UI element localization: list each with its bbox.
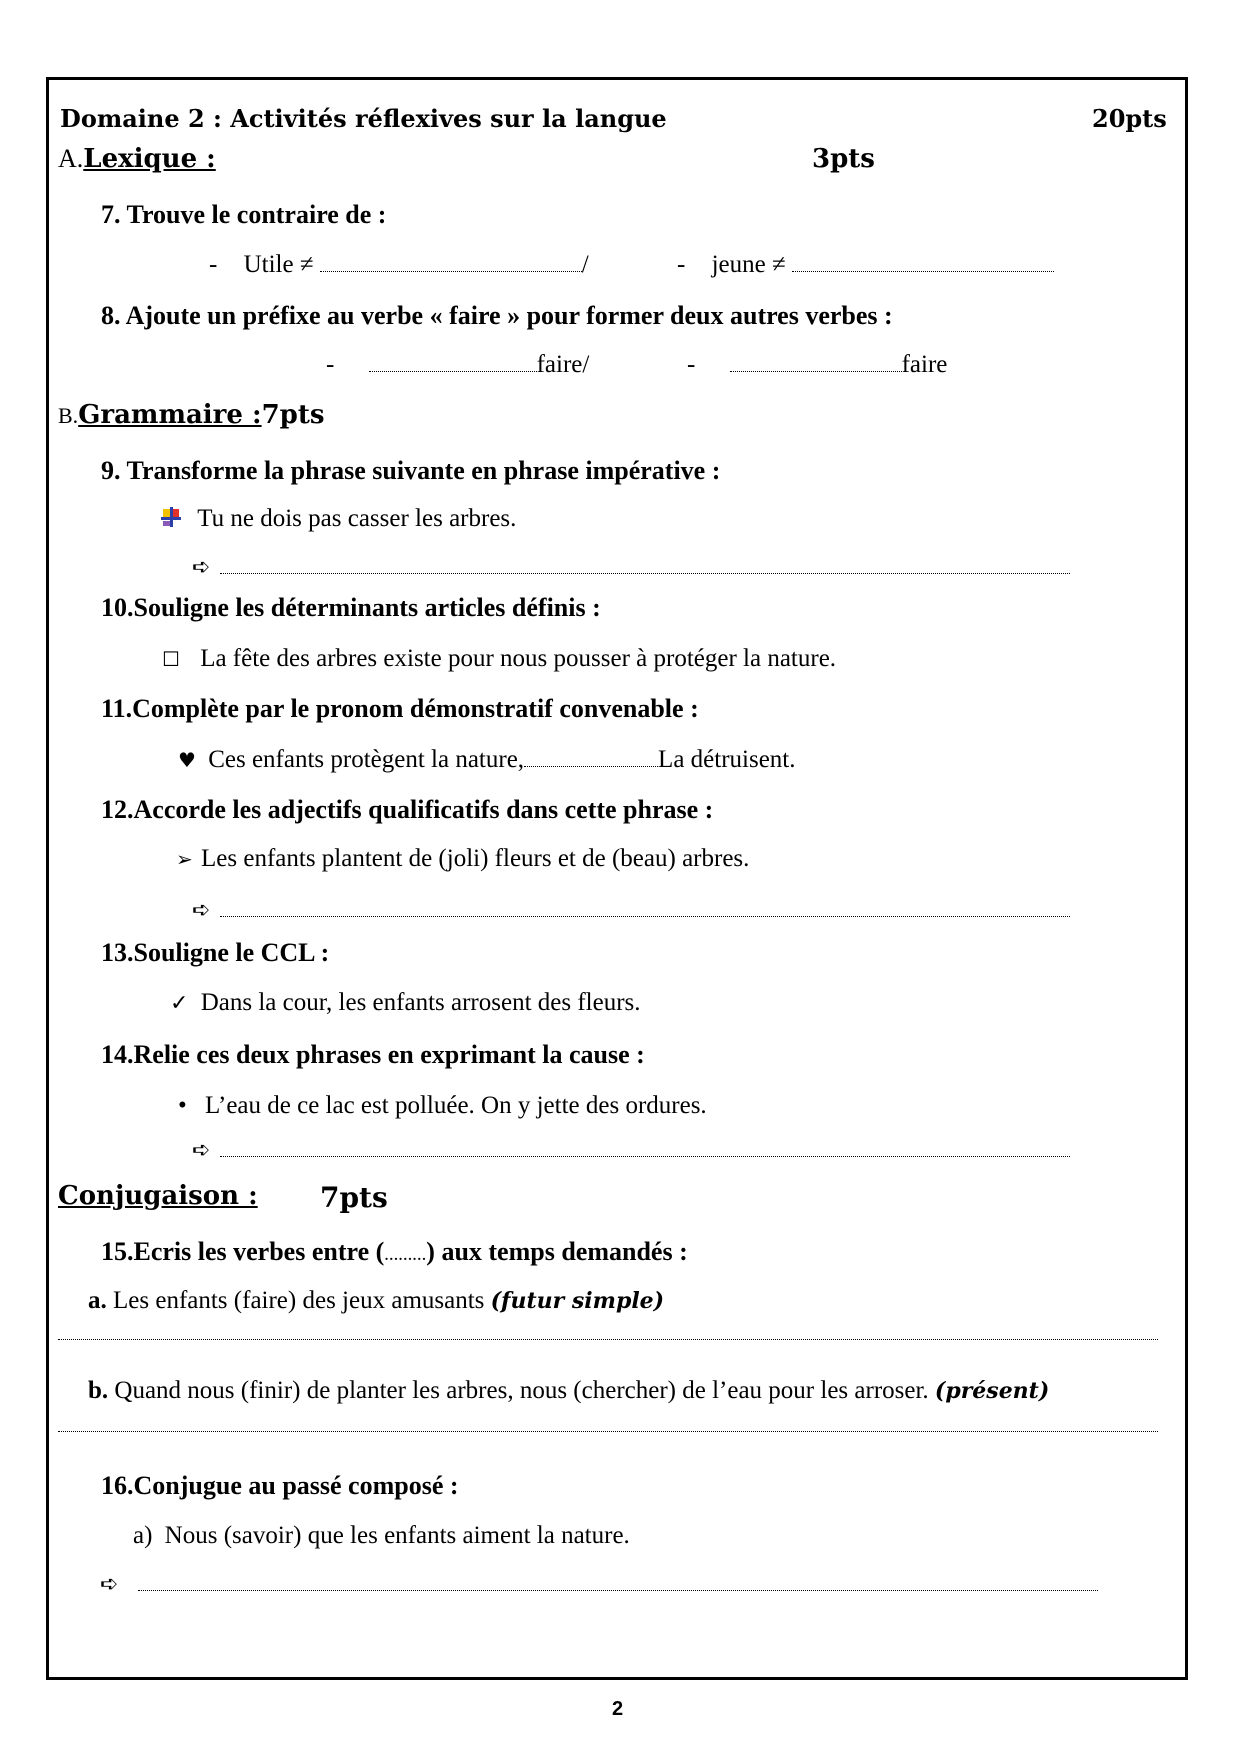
q15-b-text: Quand nous (finir) de planter les arbres, nous (chercher) de l’eau pour les arroser. [114,1377,929,1404]
q13-sentence: Dans la cour, les enfants arrosent des fleurs. [200,989,641,1016]
q16-item [133,1522,630,1550]
q12-sentence-row [176,845,749,873]
q7-dash-2: - [677,251,686,278]
answer-arrow-icon: ➪ [100,1571,119,1596]
q15-label-start: 15.Ecris les verbes entre ( [101,1237,385,1266]
q13-label: 13.Souligne le CCL : [101,938,330,967]
q12-label: 12.Accorde les adjectifs qualificatifs dans cette phrase : [101,795,714,824]
q7-answer-row-2 [677,251,1054,279]
q15-label-dots: ……… [384,1249,427,1264]
q15-b-prefix: b. [88,1377,109,1404]
q15-label [101,1237,688,1267]
flag-bullet-icon [161,507,181,529]
grammaire-points: 7pts [261,400,325,430]
grammaire-title: Grammaire : [78,400,262,430]
q7-item-2: jeune ≠ [711,251,786,278]
q8-answer-row [326,351,589,379]
conjugaison-points: 7pts [320,1181,388,1214]
checkbox-bullet-icon: ☐ [162,647,180,671]
q15-a-text: Les enfants (faire) des jeux amusants [113,1287,485,1314]
answer-arrow-icon: ➪ [192,554,211,579]
q8-blank-2[interactable] [730,370,902,372]
q11-sentence-a: Ces enfants protègent la nature, [208,746,525,773]
answer-arrow-icon: ➪ [192,897,211,922]
q7-dash-1: - [209,251,218,278]
q14-answer-row [192,1137,1070,1163]
q9-sentence-row [161,505,516,533]
q12-answer-line[interactable] [220,915,1070,917]
q11-sentence-b: La détruisent. [658,746,796,773]
q14-sentence-row [178,1092,707,1120]
checkmark-bullet-icon: ✓ [170,991,189,1016]
q8-label: 8. Ajoute un préfixe au verbe « faire » pour former deux autres verbes : [101,301,893,330]
lexique-points: 3pts [812,144,875,174]
q7-blank-2[interactable] [792,270,1054,272]
q16-item-text: Nous (savoir) que les enfants aiment la nature. [164,1522,630,1549]
domain-title: Domaine 2 : Activités réflexives sur la langue [60,104,667,133]
q14-answer-line[interactable] [220,1155,1070,1157]
q16-answer-line[interactable] [138,1589,1098,1591]
q7-answer-row [209,251,589,279]
q16-answer-row [100,1571,1098,1597]
q15-item-b [88,1377,1049,1405]
q9-answer-row [192,554,1070,580]
q16-item-prefix: a) [133,1522,153,1549]
q14-sentence: L’eau de ce lac est polluée. On y jette des ordures. [205,1092,707,1119]
q15-label-end: ) aux temps demandés : [426,1237,688,1266]
heart-bullet-icon: ♥ [178,748,196,772]
q15-item-a [88,1287,664,1315]
q14-label: 14.Relie ces deux phrases en exprimant la cause : [101,1040,645,1069]
page-number: 2 [612,1698,624,1720]
q13-sentence-row [170,989,641,1017]
q11-sentence-row [178,746,796,774]
grammaire-heading [58,400,325,430]
q9-sentence: Tu ne dois pas casser les arbres. [197,505,517,532]
q9-answer-line[interactable] [220,572,1070,574]
q10-sentence: La fête des arbres existe pour nous pousser à protéger la nature. [200,645,837,672]
q7-item-1: Utile ≠ [243,251,314,278]
answer-arrow-icon: ➪ [192,1137,211,1162]
q16-label: 16.Conjugue au passé composé : [101,1471,459,1500]
lexique-heading [58,144,216,174]
domain-points: 20pts [1092,104,1167,133]
q8-dash-1: - [326,351,335,378]
q8-dash-2: - [687,351,696,378]
q8-word-1: faire/ [536,351,590,378]
q15-a-answer-line[interactable] [58,1339,1158,1340]
q15-a-tense: (futur simple) [490,1288,665,1314]
grammaire-prefix: B. [58,403,79,428]
q12-sentence: Les enfants plantent de (joli) fleurs et de (beau) arbres. [201,845,750,872]
q12-answer-row [192,897,1070,923]
q8-answer-row-2 [687,351,947,379]
q15-b-answer-line[interactable] [58,1431,1158,1432]
q8-blank-1[interactable] [369,370,537,372]
dot-bullet-icon: • [178,1092,187,1119]
q11-label: 11.Complète par le pronom démonstratif convenable : [101,694,699,723]
q9-label: 9. Transforme la phrase suivante en phrase impérative : [101,456,721,485]
lexique-prefix: A. [58,144,84,173]
conjugaison-title: Conjugaison : [58,1181,258,1211]
q15-a-prefix: a. [88,1287,107,1314]
q7-label: 7. Trouve le contraire de : [101,200,387,229]
q10-sentence-row [162,645,836,673]
q7-separator: / [581,251,589,278]
arrowhead-bullet-icon: ➢ [176,847,193,871]
q11-blank[interactable] [524,765,658,767]
q8-word-2: faire [901,351,948,378]
q10-label: 10.Souligne les déterminants articles définis : [101,593,601,622]
q7-blank-1[interactable] [320,270,582,272]
q15-b-tense: (présent) [934,1378,1050,1404]
lexique-title: Lexique : [83,144,216,174]
